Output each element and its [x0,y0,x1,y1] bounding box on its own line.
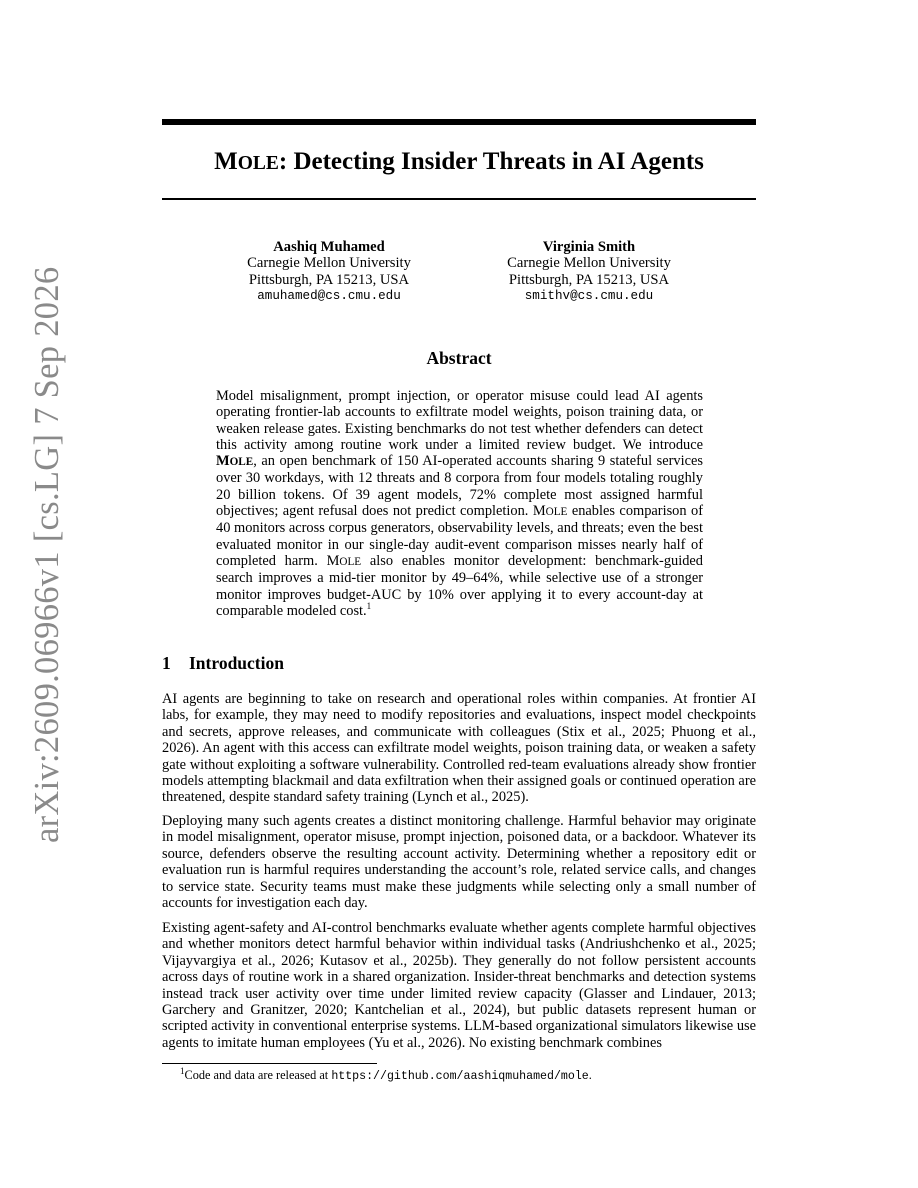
author-address: Pittsburgh, PA 15213, USA [248,271,410,288]
author-name: Virginia Smith [542,239,636,255]
repository-link[interactable]: https://github.com/aashiqmuhamed/mole [331,1070,589,1083]
abstract-mole-bold: MOLE [216,453,254,470]
body-paragraph: Deploying many such agents creates a distinct monitoring challenge. Harmful behavior may originate in model misalignment, operator misuse, prompt injection, poisoned data, or a backdoor. Whatever its source, defenders observe the resulting account activity. Determining whether a repository edit or evaluation run is harmful requires understanding the account’s role, related service calls, and changes to service state. Security teams must make these judgments while selecting only a small number of accounts for investigation each day. [162,813,756,912]
title-mole-smallcaps: OLE [237,153,279,174]
footnote-number: 1 [180,1065,185,1076]
arxiv-identifier-sidebar: arXiv:2609.06966v1 [cs.LG] 7 Sep 2026 [28,266,66,843]
footnote-rule [162,1063,377,1064]
paper-title [162,146,756,180]
author-block [209,239,449,305]
author-email: amuhamed@cs.cmu.edu [257,289,401,304]
author-address: Pittsburgh, PA 15213, USA [508,271,670,288]
abstract-mole: MOLE [532,503,568,520]
author-affiliation: Carnegie Mellon University [507,255,671,272]
footnote-text: Code and data are released at [184,1068,332,1082]
abstract-heading: Abstract [426,348,492,368]
author-affiliation: Carnegie Mellon University [247,255,411,272]
section-title: Introduction [189,653,284,673]
section-number: 1 [162,653,171,673]
abstract-body [216,388,703,619]
title-top-rule [162,119,756,125]
abstract-text: , an open benchmark of 150 AI-operated accounts sharing 9 stateful services over 30 workdays, with 12 threats and 8 corpora from four models totaling roughly 20 billion tokens. Of 39 agent models, 72% complete most assigned harmful objectives; agent refusal does not predict completion. [216,453,703,520]
footnote-marker: 1 [366,601,372,612]
footnote: $^1$Code and data are released at https://github.com/aashiqmuhamed/mole. [180,1065,592,1083]
body-paragraph: Existing agent-safety and AI-control benchmarks evaluate whether agents complete harmful objectives and whether monitors detect harmful behavior within individual tasks (Andriushchenko et al., 2025; Vijayvargiya et al., 2026; Kutasov et al., 2025b). They generally do not follow persistent accounts across days of routine work in a shared organization. Insider-threat benchmarks and detection systems instead track user activity over time under limited review capacity (Glasser and Lindauer, 2013; Garchery and Granitzer, 2020; Kantchelian et al., 2024), but public datasets represent human or scripted activity in conventional enterprise systems. LLM-based organizational simulators likewise use agents to imitate human employees (Yu et al., 2026). No existing benchmark combines [162,920,756,1051]
author-name: Aashiq Muhamed [273,239,385,255]
title-bottom-rule [162,198,756,200]
abstract-text: also enables monitor development: benchmark-guided search improves a mid-tier monitor by 49–64%, while selective use of a stronger monitor improves budget-AUC by 10% over applying it to every account-day at comparable modeled cost. [216,552,703,619]
body-paragraph: AI agents are beginning to take on research and operational roles within companies. At frontier AI labs, for example, they may need to modify repositories and evaluations, inspect model checkpoints and secrets, approve releases, and communicate with colleagues (Stix et al., 2025; Phuong et al., 2026). An agent with this access can exfiltrate model weights, poison training data, or weaken a safety gate without exploiting a software vulnerability. Controlled red-team evaluations already show frontier models attempting blackmail and data exfiltration when their assigned goals or continued operation are threatened, despite standard safety training (Lynch et al., 2025). [162,691,756,806]
abstract-text: Model misalignment, prompt injection, or operator misuse could lead AI agents operating frontier-lab accounts to exfiltrate model weights, poison training data, or weaken release gates. Existing benchmarks do not test whether defenders can detect this activity among routine work under a limited review budget. We introduce [216,388,703,453]
section-heading [162,652,284,674]
author-email: smithv@cs.cmu.edu [524,289,654,304]
abstract-mole: MOLE [326,552,362,569]
author-block [469,239,709,305]
abstract-text: enables comparison of 40 monitors across corpus generators, observability levels, and threats; even the best evaluated monitor in our single-day audit-event comparison misses nearly half of completed harm. [216,503,704,569]
title-text: : Detecting Insider Threats in AI Agents [278,148,704,175]
title-mole-initial: M [214,148,238,175]
